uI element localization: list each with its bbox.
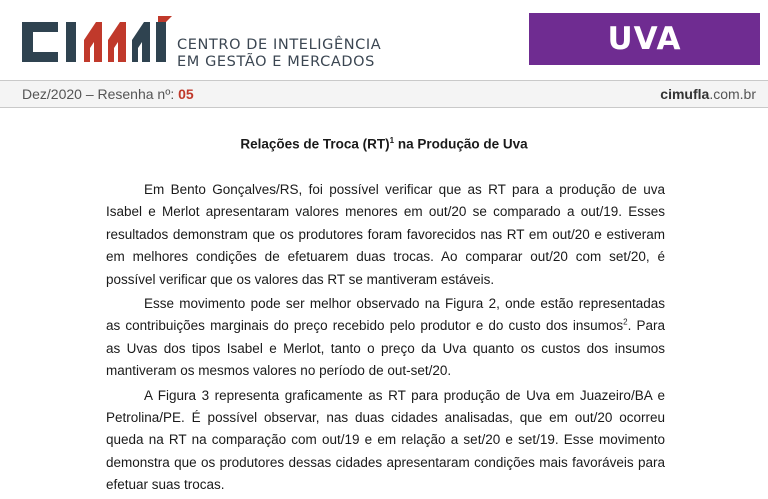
org-line-1: CENTRO DE INTELIGÊNCIA (177, 37, 382, 53)
paragraph-3: A Figura 3 representa graficamente as RT para produção de Uva em Juazeiro/BA e Petrolina/PE. É possível observar, nas duas cidades analisadas, que em out/20 ocorreu queda na RT na comparação com out/19 e em relação a set/20 e set/19. Esse movimento demonstra que os produtores dessas cidades apresentaram condições mais favoráveis para efetuar suas trocas. (106, 387, 665, 493)
site-name[interactable]: cimufla (660, 86, 710, 102)
title-main: Relações de Troca (RT) (240, 136, 390, 152)
title-footnote-ref: 1 (389, 136, 395, 145)
cim-logo (22, 16, 172, 68)
paragraph-2 (106, 293, 665, 383)
issue-info (22, 86, 194, 102)
organization-name (177, 37, 381, 71)
title-rest: na Produção de Uva (394, 136, 528, 152)
site-domain[interactable]: .com.br (709, 86, 756, 102)
paragraph-2-text-a: Esse movimento pode ser melhor observado na Figura 2, onde estão representadas as contribuições marginais do preço recebido pelo produtor e do custo dos insumos (106, 296, 665, 334)
site-link[interactable] (660, 86, 756, 102)
footnote-ref-2: 2 (623, 317, 628, 327)
issue-bar (0, 80, 768, 108)
org-line-2: EM GESTÃO E MERCADOS (177, 54, 375, 70)
article-title (0, 136, 768, 152)
issue-prefix: Dez/2020 – Resenha nº: (22, 86, 175, 102)
product-banner: UVA (529, 13, 760, 65)
paragraph-1: Em Bento Gonçalves/RS, foi possível verificar que as RT para a produção de uva Isabel e Merlot apresentaram valores menores em out/20 se comparado a out/19. Esses resultados demonstram que os produtores foram favorecidos nas RT em out/20 e estiveram em melhores condições de efetuarem duas trocas. Ao comparar out/20 com set/20, é possível verificar que os valores das RT se mantiveram estáveis. (106, 182, 665, 287)
paragraph-2-text-b: . Para as Uvas dos tipos Isabel e Merlot, tanto o preço da Uva quanto os custos dos insumos mantiveram os mesmos valores no período de out-set/20. (106, 318, 665, 379)
issue-number: 05 (178, 86, 194, 102)
article-body (106, 179, 665, 499)
